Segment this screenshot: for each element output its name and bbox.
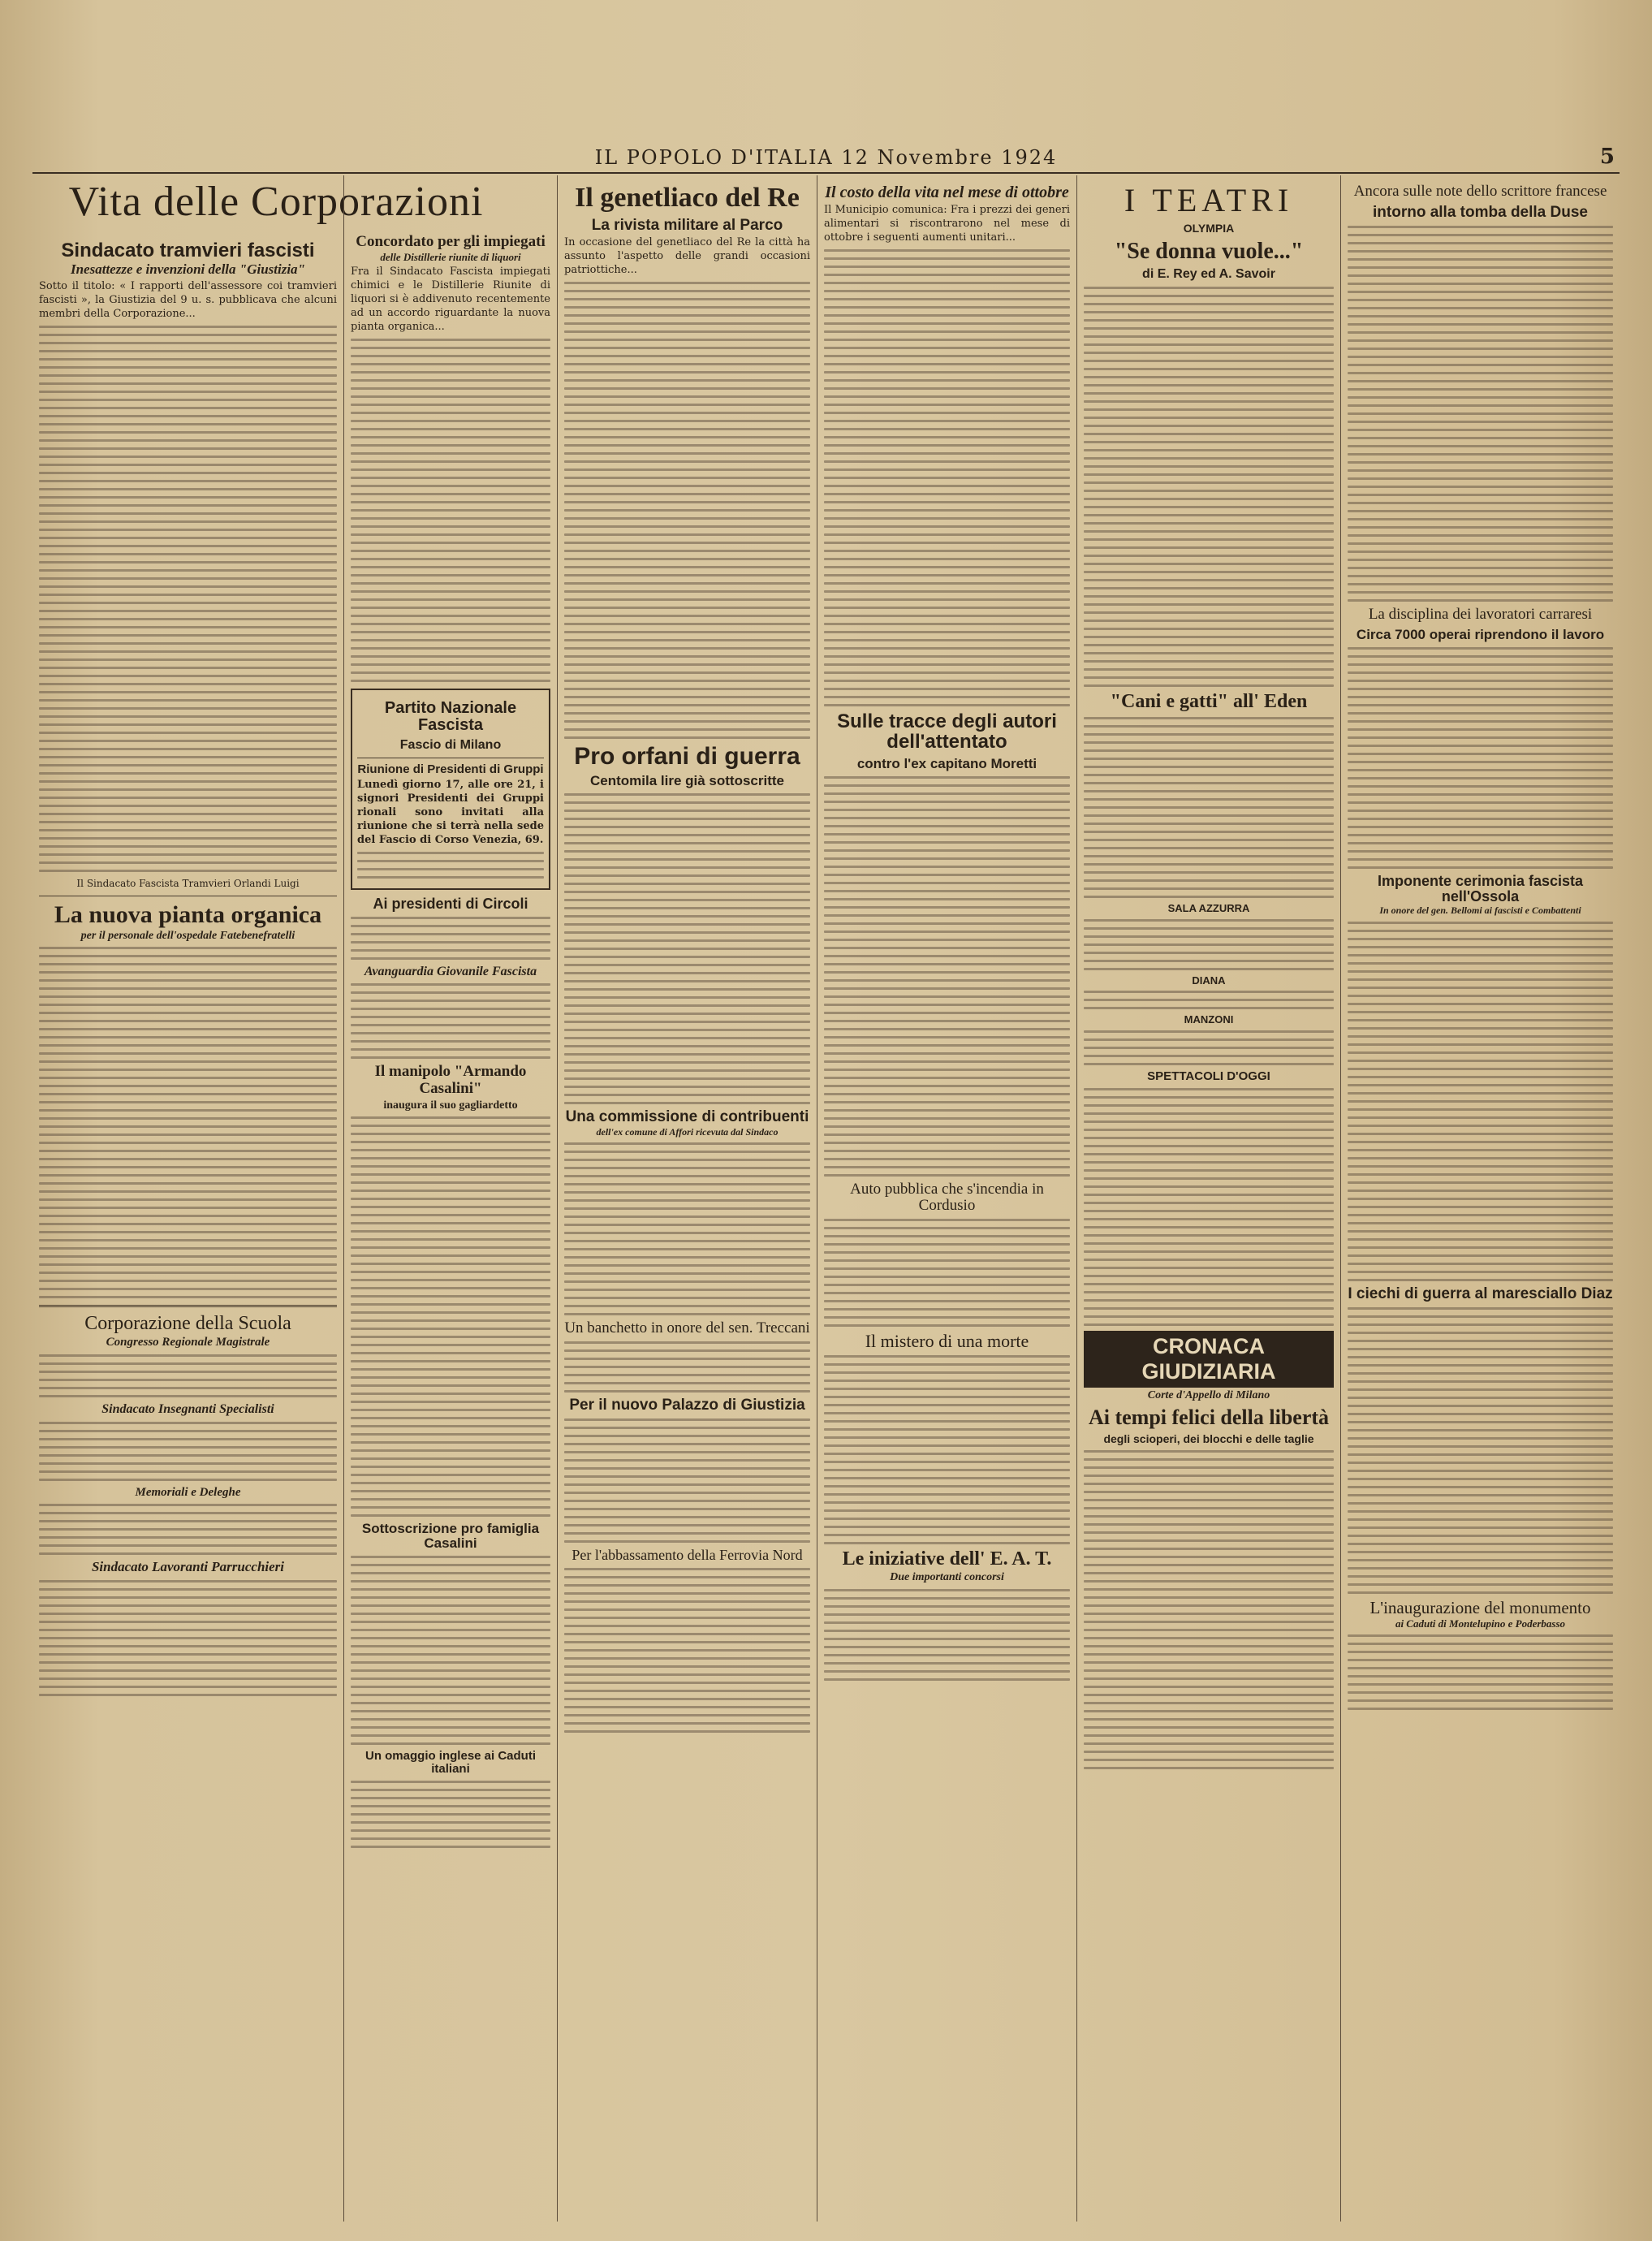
article-body — [564, 1142, 810, 1315]
article-body — [39, 1354, 337, 1397]
fascio-box — [351, 689, 550, 890]
article-body — [351, 917, 550, 960]
column-6 — [1341, 175, 1620, 2222]
headline-riunione: Riunione di Presidenti di Gruppi — [357, 762, 544, 777]
article-body — [824, 776, 1070, 1177]
headline-parrucchieri: Sindacato Lavoranti Parrucchieri — [91, 1559, 285, 1575]
headline-pianta-organica: La nuova pianta organica — [54, 900, 322, 928]
section-banner: Vita delle Corporazioni — [68, 179, 484, 225]
headline-costo-vita: Il costo della vita nel mese di ottobre — [825, 184, 1069, 201]
headline-scuola: Corporazione della Scuola — [84, 1313, 291, 1335]
running-header — [32, 143, 1620, 174]
article-body — [351, 1781, 550, 1848]
headline-carraresi: La disciplina dei lavoratori carraresi — [1368, 605, 1593, 623]
headline-spettacoli: SPETTACOLI D'OGGI — [1147, 1069, 1270, 1083]
article-concordato-lead: Fra il Sindacato Fascista impiegati chimici e le Distillerie Riunite di liquori si è addivenuto recentemente ad un accordo riguardante la nuova pianta organica... — [351, 266, 550, 334]
article-body — [1084, 717, 1334, 898]
article-body — [564, 1568, 810, 1733]
headline-tramvieri: Sindacato tramvieri fascisti — [61, 240, 315, 261]
article-body — [564, 793, 810, 1104]
article-body — [824, 1355, 1070, 1544]
headline-cani-gatti: "Cani e gatti" all' Eden — [1110, 690, 1308, 712]
article-body — [39, 1580, 337, 1696]
article-body — [1348, 1307, 1613, 1594]
subhead-pianta-organica: per il personale dell'ospedale Fatebenefratelli — [80, 929, 295, 942]
article-body — [39, 947, 337, 1298]
headline-manipolo: Il manipolo "Armando Casalini" — [374, 1063, 527, 1098]
column-5 — [1077, 175, 1341, 2222]
theatre-sala-azzurra: SALA AZZURRA — [1167, 902, 1250, 915]
article-body — [1084, 1450, 1334, 1769]
headline-auto-incendio: Auto pubblica che s'incendia in Cordusio — [850, 1181, 1044, 1215]
subhead-carraresi: Circa 7000 operai riprendono il lavoro — [1356, 626, 1605, 642]
theatre-manzoni: MANZONI — [1184, 1013, 1234, 1026]
headline-teatri: I TEATRI — [1124, 182, 1294, 218]
headline-circoli: Ai presidenti di Circoli — [373, 895, 528, 912]
article-body — [351, 1116, 550, 1517]
article-body — [564, 1418, 810, 1543]
article-body — [1084, 1030, 1334, 1065]
headline-casalini: Sottoscrizione pro famiglia Casalini — [361, 1521, 540, 1552]
box-title: Partito Nazionale Fascista — [384, 699, 517, 735]
subhead-tramvieri: Inesattezze e invenzioni della "Giustizia" — [70, 261, 305, 278]
headline-omaggio: Un omaggio inglese ai Caduti italiani — [364, 1749, 537, 1776]
headline-treccani: Un banchetto in onore del sen. Treccani — [564, 1319, 810, 1337]
headline-concordato: Concordato per gli impiegati — [356, 233, 546, 250]
subhead-scuola: Congresso Regionale Magistrale — [106, 1336, 270, 1349]
headline-cronaca-giudiziaria: CRONACA GIUDIZIARIA — [1084, 1331, 1334, 1388]
headline-insegnanti: Sindacato Insegnanti Specialisti — [101, 1401, 274, 1416]
article-body — [39, 1504, 337, 1555]
article-body — [1348, 1634, 1613, 1710]
headline-mistero: Il mistero di una morte — [865, 1331, 1029, 1352]
headline-orfani: Pro orfani di guerra — [574, 742, 800, 770]
article-body — [351, 1556, 550, 1745]
column-2 — [344, 175, 558, 2222]
article-body — [1084, 991, 1334, 1009]
article-body — [824, 1589, 1070, 1681]
columns — [32, 175, 1620, 2222]
subhead-se-donna-vuole: di E. Rey ed A. Savoir — [1142, 267, 1275, 282]
subhead-orfani: Centomila lire già sottoscritte — [590, 773, 784, 789]
subhead-eat: Due importanti concorsi — [890, 1571, 1004, 1584]
subhead-tempi-felici: degli scioperi, dei blocchi e delle taglie — [1103, 1432, 1314, 1446]
subhead-manipolo: inaugura il suo gagliardetto — [383, 1099, 518, 1112]
column-3 — [558, 175, 817, 2222]
article-tramvieri-lead: Sotto il titolo: « I rapporti dell'assessore coi tramvieri fascisti », la Giustizia del 9 u. s. pubblicava che alcuni membri della Corporazione... — [39, 279, 337, 320]
column-1 — [32, 175, 344, 2222]
article-body — [564, 282, 810, 739]
signature-tramvieri: Il Sindacato Fascista Tramvieri Orlandi Luigi — [76, 877, 300, 889]
headline-ossola: Imponente cerimonia fascista nell'Ossola — [1377, 872, 1584, 905]
headline-se-donna-vuole: "Se donna vuole..." — [1114, 238, 1304, 264]
headline-memoriali: Memoriali e Deleghe — [135, 1485, 241, 1499]
subhead-contribuenti: dell'ex comune di Affori ricevuta dal Sindaco — [596, 1125, 779, 1138]
subhead-ossola: In onore del gen. Bellomi ai fascisti e Combattenti — [1379, 905, 1581, 917]
article-body — [1084, 287, 1334, 687]
article-body — [351, 339, 550, 682]
headline-contribuenti: Una commissione di contribuenti — [565, 1108, 809, 1125]
article-body — [824, 249, 1070, 706]
article-body — [1348, 226, 1613, 602]
theatre-diana: DIANA — [1192, 974, 1226, 987]
subhead-corte-appello: Corte d'Appello di Milano — [1147, 1388, 1270, 1401]
headline-tempi-felici: Ai tempi felici della libertà — [1088, 1405, 1330, 1430]
article-body — [824, 1219, 1070, 1327]
headline-ferrovia-nord: Per l'abbassamento della Ferrovia Nord — [572, 1546, 803, 1563]
running-title: IL POPOLO D'ITALIA 12 Novembre 1924 — [594, 146, 1058, 169]
article-body — [1348, 647, 1613, 869]
page-number: 5 — [1599, 145, 1615, 169]
article-genetliaco-lead: In occasione del genetliaco del Re la città ha assunto l'aspetto delle grandi occasioni patriottiche... — [564, 235, 810, 276]
headline-monumento: L'inaugurazione del monumento — [1369, 1597, 1591, 1617]
headline-duse: Ancora sulle note dello scrittore francese — [1353, 183, 1607, 200]
article-body — [1348, 922, 1613, 1281]
subhead-attentato: contro l'ex capitano Moretti — [856, 756, 1037, 772]
article-body — [564, 1341, 810, 1393]
subhead-concordato: delle Distillerie riunite di liquori — [380, 250, 521, 263]
headline-eat: Le iniziative dell' E. A. T. — [842, 1548, 1052, 1570]
article-body — [39, 1422, 337, 1481]
headline-ciechi: I ciechi di guerra al maresciallo Diaz — [1348, 1285, 1613, 1302]
article-body — [39, 326, 337, 872]
column-4 — [817, 175, 1077, 2222]
subhead-duse: intorno alla tomba della Duse — [1373, 203, 1588, 221]
riunione-text: Lunedì giorno 17, alle ore 21, i signori Presidenti dei Gruppi rionali sono invitati alla riunione che si terrà nella sede del Fascio di Corso Venezia, 69. — [357, 778, 544, 846]
box-subtitle: Fascio di Milano — [399, 738, 502, 753]
headline-attentato: Sulle tracce degli autori dell'attentato — [837, 710, 1057, 753]
article-body — [357, 852, 544, 879]
headline-avanguardia: Avanguardia Giovanile Fascista — [364, 964, 537, 978]
subhead-monumento: ai Caduti di Montelupino e Poderbasso — [1395, 1617, 1566, 1630]
article-costo-vita-lead: Il Municipio comunica: Fra i prezzi dei generi alimentari si riscontrarono nel mese di ottobre i seguenti aumenti unitari... — [824, 204, 1070, 244]
theatre-olympia: OLYMPIA — [1183, 222, 1235, 235]
article-body — [1084, 919, 1334, 970]
listings — [1084, 1088, 1334, 1326]
subhead-genetliaco: La rivista militare al Parco — [591, 216, 783, 234]
article-body — [351, 983, 550, 1059]
headline-genetliaco: Il genetliaco del Re — [575, 183, 800, 213]
headline-palazzo-giustizia: Per il nuovo Palazzo di Giustizia — [569, 1397, 805, 1414]
